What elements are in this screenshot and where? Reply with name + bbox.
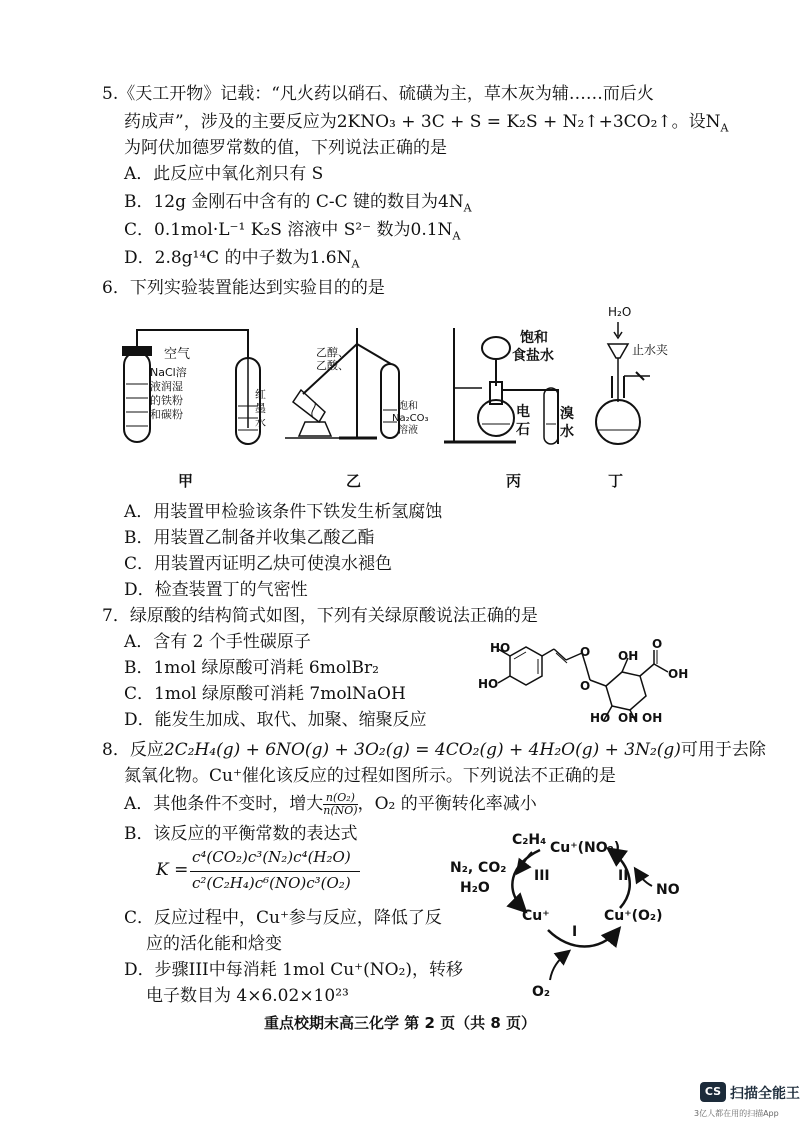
q7-struct-ho-2: HO (478, 677, 499, 691)
q8-option-c-line2: 应的活化能和焓变 (146, 934, 282, 954)
jia-nacl-label-4: 和碳粉 (150, 408, 183, 421)
q6-option-d: D．检查装置丁的气密性 (124, 580, 308, 600)
q7-struct-o-acid: O (652, 637, 663, 651)
q8-stem-line1 (102, 738, 766, 762)
q8-option-a-text-2: ，O₂ 的平衡转化率减小 (357, 794, 537, 814)
yi-saturated-label-1: 饱和 (398, 401, 418, 412)
cycle-step-iii-label: III (534, 868, 550, 884)
cycle-o2-label: O₂ (532, 984, 551, 1000)
q7-struct-oh-top: OH (618, 649, 639, 663)
q7-struct-oh-4: OH (618, 711, 639, 725)
caption-yi: 乙 (346, 472, 362, 490)
cycle-products-label-2: H₂O (460, 880, 490, 896)
q7-option-c: C．1mol 绿原酸可消耗 7molNaOH (124, 684, 406, 704)
q7-option-a: A．含有 2 个手性碳原子 (124, 632, 311, 652)
q6-option-a: A．用装置甲检验该条件下铁发生析氢腐蚀 (124, 502, 443, 522)
bing-carbide-label-1: 电 (516, 404, 530, 420)
bing-brine-label-2: 食盐水 (512, 348, 554, 364)
q5-line2-sub: A (720, 121, 729, 135)
q8-stem-suffix: 可用于去除 (680, 740, 766, 760)
jia-nacl-label-2: 液润湿 (150, 380, 183, 393)
cycle-products-label-1: N₂, CO₂ (450, 860, 507, 876)
jia-red-ink-label-2: 墨 (255, 402, 266, 415)
q7-option-b: B．1mol 绿原酸可消耗 6molBr₂ (124, 658, 379, 678)
cycle-no-label: NO (656, 882, 680, 898)
q5-option-a: A．此反应中氧化剂只有 S (124, 164, 324, 184)
cycle-step-ii-label: II (618, 868, 629, 884)
yi-reagent-label-1: 乙醇、 (316, 346, 349, 359)
jia-nacl-label-3: 的铁粉 (150, 394, 183, 407)
caption-bing: 丙 (506, 472, 522, 490)
apparatus-ding-drawing (590, 318, 680, 458)
q8-k-fraction-bar (190, 871, 360, 872)
cycle-cu-no2-label: Cu⁺(NO₂) (550, 840, 621, 856)
q5-option-c (124, 218, 460, 248)
q8-option-c-line1: C．反应过程中，Cu⁺参与反应，降低了反 (124, 908, 442, 928)
apparatus-yi-drawing (285, 318, 435, 458)
q5-option-d (124, 246, 359, 276)
scanner-logo-icon: CS (700, 1082, 726, 1102)
q8-stem-line2: 氮氧化物。Cu⁺催化该反应的过程如图所示。下列说法不正确的是 (124, 766, 616, 786)
yi-reagent-label-2: 乙酸、 (316, 359, 349, 372)
q5-option-c-text: C．0.1mol·L⁻¹ K₂S 溶液中 S²⁻ 数为0.1N (124, 220, 453, 240)
q8-stem-equation: 2C₂H₄(g) + 6NO(g) + 3O₂(g) = 4CO₂(g) + 4H₂O(g) + 3N₂(g) (163, 740, 681, 760)
bing-bromine-label-1: 溴 (560, 406, 574, 422)
q8-option-a-denominator: n(NO) (323, 804, 358, 817)
caption-jia: 甲 (178, 472, 194, 490)
q6-option-c: C．用装置丙证明乙炔可使溴水褪色 (124, 554, 393, 574)
apparatus-jia-drawing (110, 318, 270, 458)
q5-option-b-text: B．12g 金刚石中含有的 C-C 键的数目为4N (124, 192, 464, 212)
q7-struct-oh-5: OH (642, 711, 663, 725)
scanner-tagline: 3亿人都在用的扫描App (694, 1109, 779, 1118)
q7-struct-o-carbonyl: O (580, 645, 591, 659)
q7-struct-ho-1: HO (490, 641, 511, 655)
q5-line3: 为阿伏加德罗常数的值，下列说法正确的是 (124, 138, 447, 158)
jia-red-ink-label-1: 红 (255, 388, 266, 401)
jia-nacl-label-1: NaCl溶 (150, 366, 187, 379)
q5-option-b (124, 190, 472, 220)
q8-option-d-line2: 电子数目为 4×6.02×10²³ (146, 986, 349, 1006)
q5-option-d-sub: A (351, 257, 360, 271)
bing-brine-label-1: 饱和 (520, 330, 548, 346)
q8-option-d-line1: D．步骤III中每消耗 1mol Cu⁺(NO₂)，转移 (124, 960, 464, 980)
q8-option-b: B．该反应的平衡常数的表达式 (124, 824, 358, 844)
q8-k-left: K = (156, 860, 189, 880)
q6-option-b: B．用装置乙制备并收集乙酸乙酯 (124, 528, 375, 548)
q7-struct-o-ester: O (580, 679, 591, 693)
q7-struct-ho-3: HO (590, 711, 611, 725)
q6-stem: 6．下列实验装置能达到实验目的的是 (102, 278, 385, 298)
page-footer: 重点校期末高三化学 第 2 页（共 8 页） (264, 1014, 536, 1032)
caption-ding: 丁 (608, 472, 624, 490)
yi-saturated-label-2: Na₂CO₃ (392, 413, 429, 424)
q8-option-a-numerator: n(O₂) (323, 792, 357, 805)
cycle-step-i-label: I (572, 924, 578, 940)
cycle-cu-o2-label: Cu⁺(O₂) (604, 908, 663, 924)
bing-carbide-label-2: 石 (516, 422, 530, 438)
jia-air-label: 空气 (164, 347, 191, 362)
q5-option-b-sub: A (463, 201, 472, 215)
q8-stem-prefix: 8．反应 (102, 740, 164, 760)
q7-option-d: D．能发生加成、取代、加聚、缩聚反应 (124, 710, 427, 730)
q5-option-d-text: D．2.8g¹⁴C 的中子数为1.6N (124, 248, 352, 268)
q8-k-denominator: c²(C₂H₄)c⁶(NO)c³(O₂) (192, 874, 351, 892)
q5-option-c-sub: A (452, 229, 461, 243)
ding-clamp-label: 止水夹 (632, 343, 669, 357)
q5-line1: 5.《天工开物》记载：“凡火药以硝石、硫磺为主，草木灰为辅……而后火 (102, 84, 654, 104)
cycle-c2h4-label: C₂H₄ (512, 832, 547, 848)
ding-water-label: H₂O (608, 305, 632, 319)
yi-saturated-label-3: 溶液 (398, 425, 418, 436)
bing-bromine-label-2: 水 (560, 424, 574, 440)
q8-option-a-text-1: A．其他条件不变时，增大 (124, 794, 324, 814)
apparatus-bing-drawing (440, 318, 570, 458)
scanner-app-name: 扫描全能王 (730, 1086, 800, 1102)
cycle-cu-label: Cu⁺ (522, 908, 550, 924)
jia-red-ink-label-3: 水 (255, 416, 266, 429)
q7-stem: 7．绿原酸的结构简式如图，下列有关绿原酸说法正确的是 (102, 606, 538, 626)
q8-option-a-fraction (323, 792, 357, 817)
q8-option-a (124, 792, 537, 817)
q7-struct-oh-acid: OH (668, 667, 689, 681)
q5-line2-text: 药成声”，涉及的主要反应为2KNO₃ + 3C + S = K₂S + N₂↑+3CO₂↑。设N (124, 112, 721, 132)
q8-k-numerator: c⁴(CO₂)c³(N₂)c⁴(H₂O) (192, 848, 351, 866)
